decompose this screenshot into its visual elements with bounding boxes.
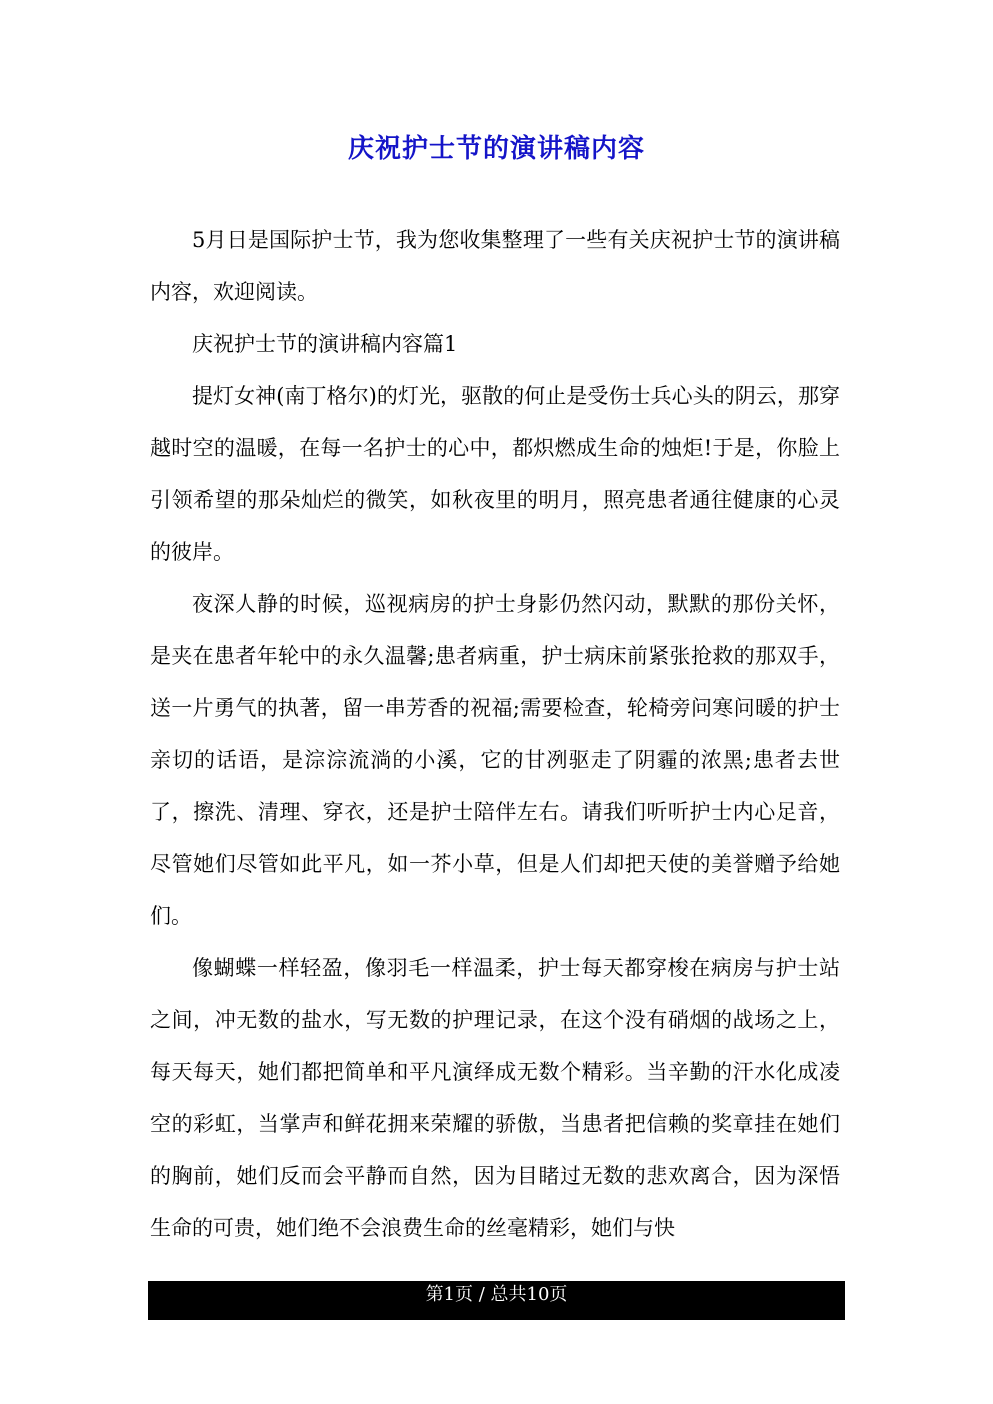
paragraph: 像蝴蝶一样轻盈，像羽毛一样温柔，护士每天都穿梭在病房与护士站之间，冲无数的盐水，写无数的护理记录，在这个没有硝烟的战场之上，每天每天，她们都把简单和平凡演绎成无数个精彩。当辛勤的汗水化成凌空的彩虹，当掌声和鲜花拥来荣耀的骄傲，当患者把信赖的奖章挂在她们的胸前，她们反而会平静而自然，因为目睹过无数的悲欢离合，因为深悟生命的可贵，她们绝不会浪费生命的丝毫精彩，她们与快 xyxy=(150,956,840,1240)
document-body xyxy=(150,214,840,1254)
document-title: 庆祝护士节的演讲稿内容 xyxy=(347,134,645,164)
page-footer xyxy=(148,1281,845,1320)
paragraph: 夜深人静的时候，巡视病房的护士身影仍然闪动，默默的那份关怀，是夹在患者年轮中的永久温馨;患者病重，护士病床前紧张抢救的那双手，送一片勇气的执著，留一串芳香的祝福;需要检查，轮椅旁问寒问暖的护士亲切的话语，是淙淙流淌的小溪，它的甘冽驱走了阴霾的浓黑;患者去世了，擦洗、清理、穿衣，还是护士陪伴左右。请我们听听护士内心足音，尽管她们尽管如此平凡，如一芥小草，但是人们却把天使的美誉赠予给她们。 xyxy=(150,592,840,928)
page-indicator: 第1页 / 总共10页 xyxy=(425,1284,568,1305)
paragraph: 提灯女神(南丁格尔)的灯光，驱散的何止是受伤士兵心头的阴云，那穿越时空的温暖，在每一名护士的心中，都炽燃成生命的烛炬!于是，你脸上引领希望的那朵灿烂的微笑，如秋夜里的明月，照亮患者通往健康的心灵的彼岸。 xyxy=(150,384,840,564)
paragraph-intro: 5月日是国际护士节，我为您收集整理了一些有关庆祝护士节的演讲稿内容，欢迎阅读。 xyxy=(150,228,840,304)
section-heading: 庆祝护士节的演讲稿内容篇1 xyxy=(192,332,458,356)
